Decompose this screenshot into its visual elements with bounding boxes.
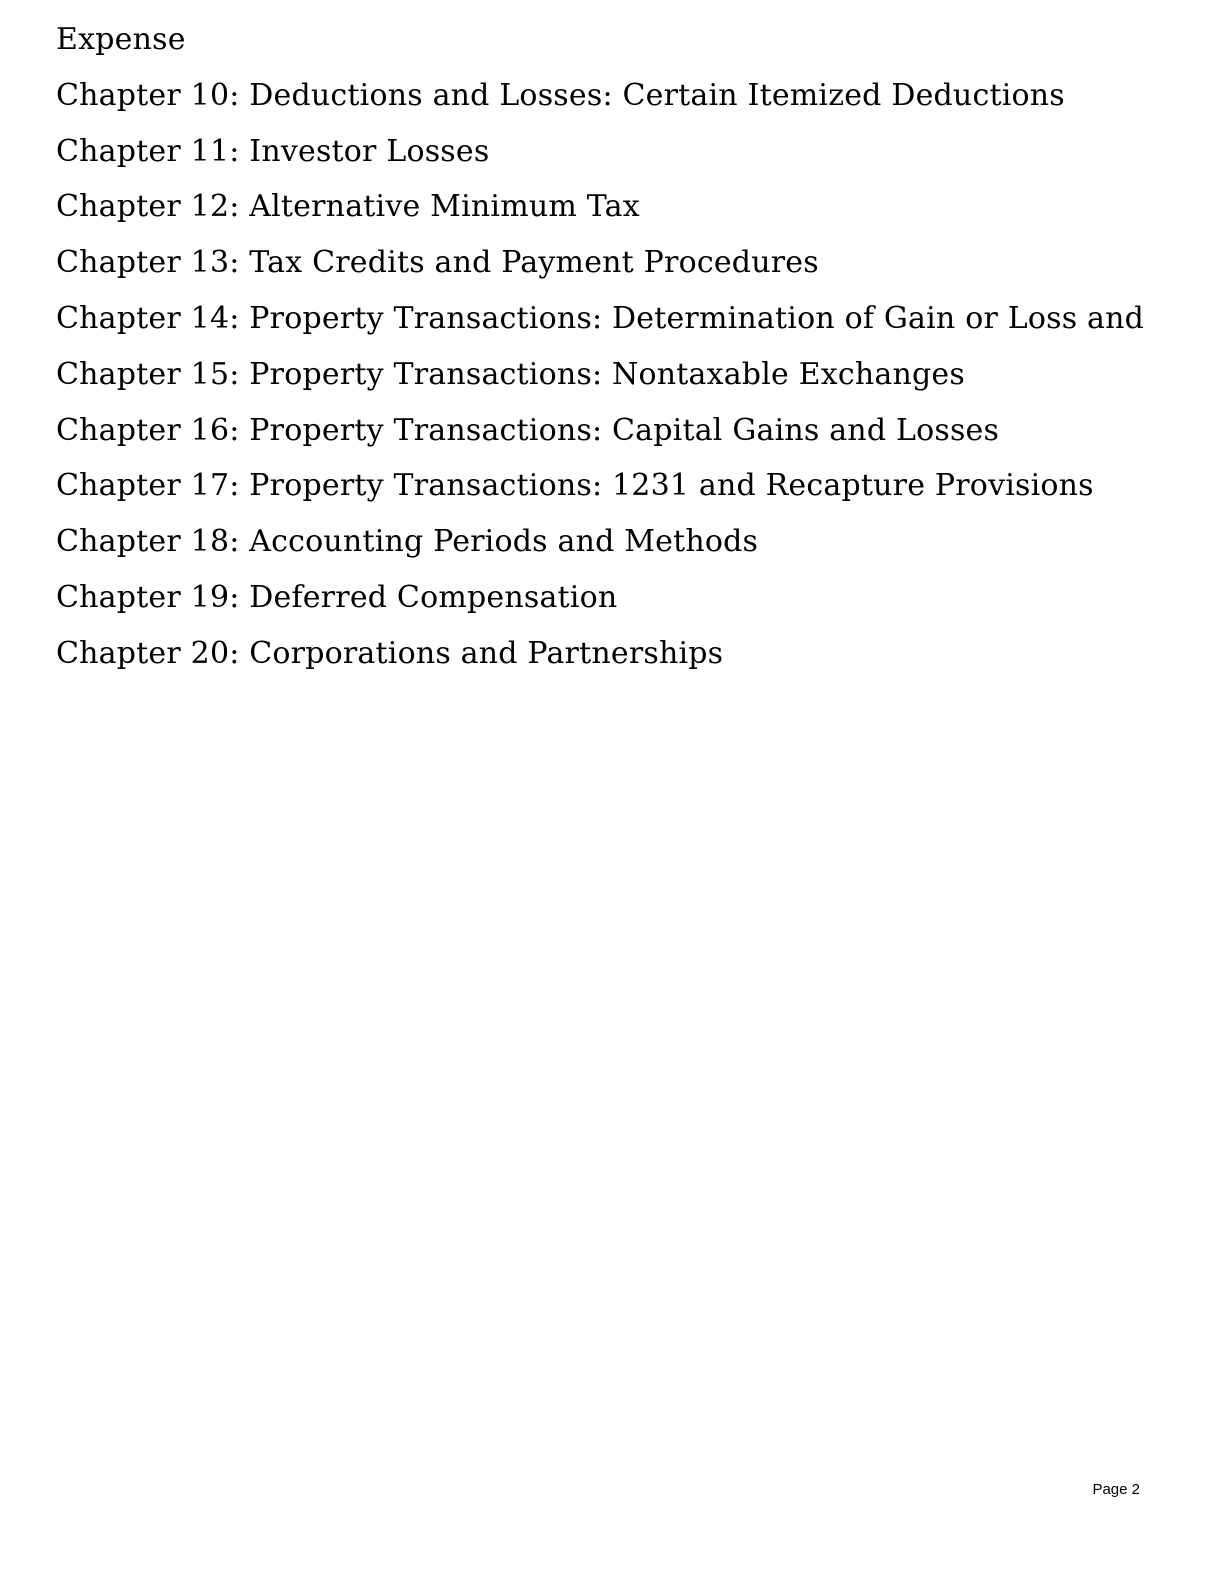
chapter-list — [56, 12, 1186, 682]
chapter-20-line: Chapter 20: Corporations and Partnerships — [56, 635, 724, 671]
chapter-15-line: Chapter 15: Property Transactions: Nontaxable Exchanges — [56, 356, 965, 392]
chapter-17-line: Chapter 17: Property Transactions: 1231 and Recapture Provisions — [56, 468, 1094, 504]
page-number: Page 2 — [1092, 1481, 1140, 1498]
continued-line: Expense — [56, 22, 186, 57]
chapter-18-line: Chapter 18: Accounting Periods and Methods — [56, 524, 759, 560]
chapter-13-line: Chapter 13: Tax Credits and Payment Procedures — [56, 245, 819, 281]
chapter-16-line: Chapter 16: Property Transactions: Capital Gains and Losses — [56, 412, 1000, 448]
chapter-14-line: Chapter 14: Property Transactions: Determination of Gain or Loss and — [56, 300, 1145, 336]
chapter-11-line: Chapter 11: Investor Losses — [56, 133, 490, 169]
chapter-10-line: Chapter 10: Deductions and Losses: Certain Itemized Deductions — [56, 77, 1065, 113]
chapter-19-line: Chapter 19: Deferred Compensation — [56, 579, 618, 615]
chapter-12-line: Chapter 12: Alternative Minimum Tax — [56, 189, 640, 225]
